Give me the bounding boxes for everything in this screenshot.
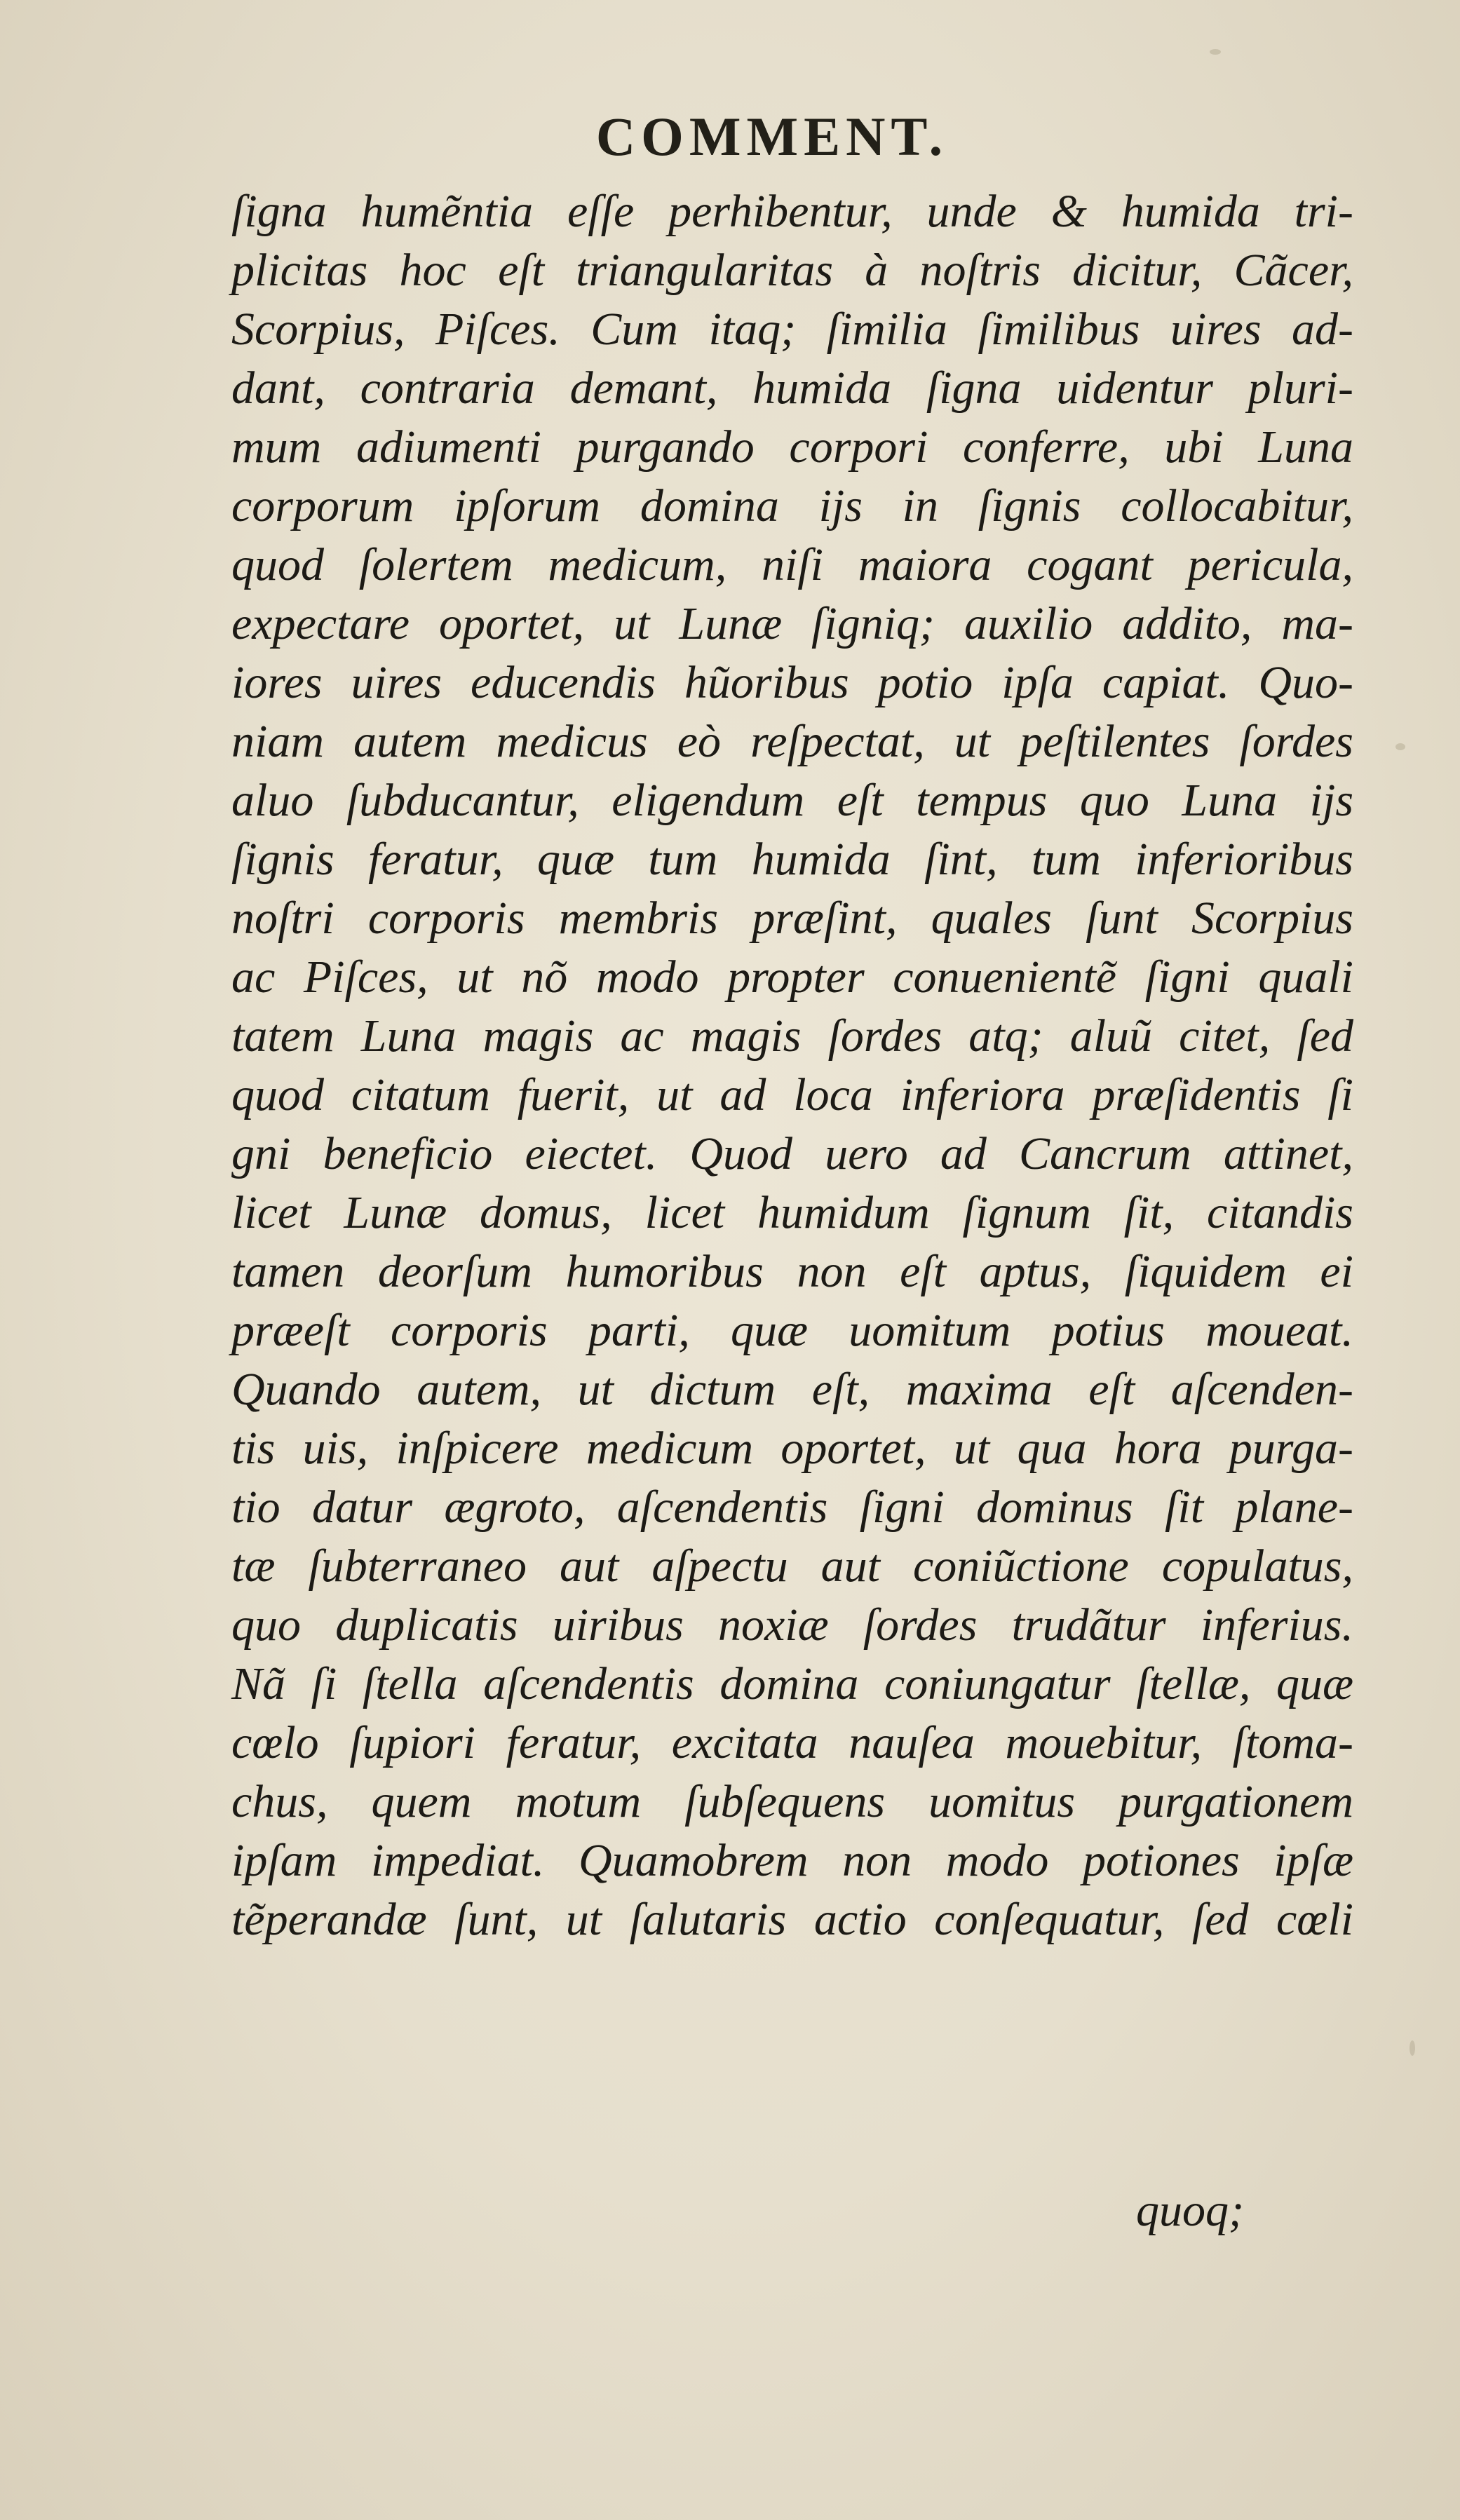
text-line: noſtri corporis membris præſint, quales ſunt Scorpius bbox=[231, 893, 1353, 944]
text-line: quo duplicatis uiribus noxiæ ſordes trudãtur inferius. bbox=[231, 1599, 1353, 1651]
running-head: COMMENT. bbox=[595, 106, 949, 167]
text-line: chus, quem motum ſubſequens uomitus purgationem bbox=[231, 1776, 1353, 1827]
text-line: tio datur ægroto, aſcendentis ſigni dominus ſit plane- bbox=[231, 1482, 1353, 1533]
text-line: aluo ſubducantur, eligendum eſt tempus quo Luna ijs bbox=[231, 775, 1353, 826]
text-line: Scorpius, Piſces. Cum itaq; ſimilia ſimilibus uires ad- bbox=[231, 304, 1353, 355]
text-line: corporum ipſorum domina ijs in ſignis collocabitur, bbox=[231, 480, 1353, 531]
text-line: Quando autem, ut dictum eſt, maxima eſt aſcenden- bbox=[231, 1364, 1353, 1415]
text-line: dant, contraria demant, humida ſigna uidentur pluri- bbox=[231, 363, 1353, 414]
text-line: præeſt corporis parti, quæ uomitum potius moueat. bbox=[231, 1305, 1353, 1356]
text-line: mum adiumenti purgando corpori conferre, ubi Luna bbox=[231, 421, 1353, 473]
text-line: iores uires educendis hũoribus potio ipſa capiat. Quo- bbox=[231, 657, 1353, 708]
text-line: ſigna humẽntia eſſe perhibentur, unde & humida tri- bbox=[231, 186, 1353, 237]
paper-stain bbox=[1410, 2040, 1415, 2056]
text-line: Nã ſi ſtella aſcendentis domina coniungatur ſtellæ, quæ bbox=[231, 1658, 1353, 1709]
text-line: tẽperandæ ſunt, ut ſalutaris actio conſequatur, ſed cœli bbox=[231, 1894, 1353, 1945]
text-line: gni beneficio eiectet. Quod uero ad Cancrum attinet, bbox=[231, 1128, 1353, 1179]
text-line: licet Lunæ domus, licet humidum ſignum ſit, citandis bbox=[231, 1187, 1353, 1238]
text-line: plicitas hoc eſt triangularitas à noſtris dicitur, Cãcer, bbox=[231, 245, 1353, 296]
text-line: ipſam impediat. Quamobrem non modo potiones ipſæ bbox=[231, 1835, 1353, 1886]
text-line: quod citatum fuerit, ut ad loca inferiora præſidentis ſi bbox=[231, 1069, 1353, 1120]
text-line: ac Piſces, ut nõ modo propter conuenientẽ ſigni quali bbox=[231, 951, 1353, 1003]
text-line: tamen deorſum humoribus non eſt aptus, ſiquidem ei bbox=[231, 1246, 1353, 1297]
paper-stain bbox=[1395, 743, 1405, 750]
paper-stain bbox=[1210, 49, 1221, 55]
text-line: cœlo ſupiori feratur, excitata nauſea mouebitur, ſtoma- bbox=[231, 1717, 1353, 1768]
text-line: quod ſolertem medicum, niſi maiora cogant pericula, bbox=[231, 539, 1353, 590]
text-line: expectare oportet, ut Lunæ ſigniq; auxilio addito, ma- bbox=[231, 598, 1353, 649]
text-line: niam autem medicus eò reſpectat, ut peſtilentes ſordes bbox=[231, 716, 1353, 767]
text-line: tatem Luna magis ac magis ſordes atq; aluũ citet, ſed bbox=[231, 1010, 1353, 1062]
catchword: quoq; bbox=[1136, 2185, 1244, 2236]
text-block bbox=[231, 182, 1353, 1949]
text-line: tis uis, inſpicere medicum oportet, ut qua hora purga- bbox=[231, 1423, 1353, 1474]
text-line: ſignis feratur, quæ tum humida ſint, tum inferioribus bbox=[231, 834, 1353, 885]
text-line: tæ ſubterraneo aut aſpectu aut coniũctione copulatus, bbox=[231, 1540, 1353, 1592]
